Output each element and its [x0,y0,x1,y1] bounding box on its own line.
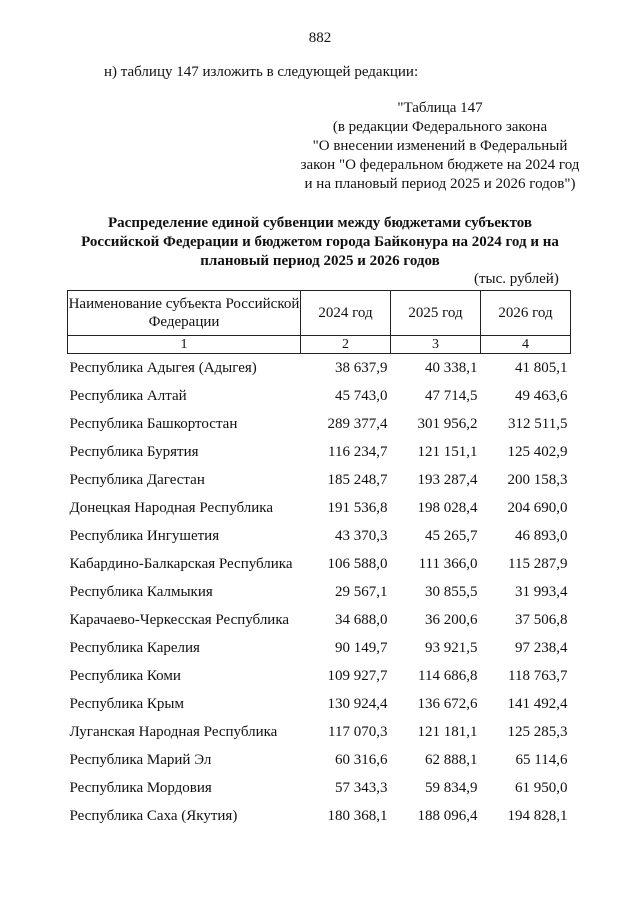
page-number: 882 [308,30,332,46]
value-cell: 49 463,6 [515,387,568,404]
value-cell: 37 506,8 [515,611,568,628]
value-cell: 198 028,4 [417,499,478,516]
table-row [68,522,571,550]
value-cell: 118 763,7 [508,667,568,684]
value-cell: 36 200,6 [425,611,478,628]
value-cell: 90 149,7 [335,639,388,656]
value-cell: 45 265,7 [425,527,478,544]
subject-name-cell: Республика Карелия [69,639,200,656]
subject-name-cell: Республика Адыгея (Адыгея) [69,359,257,376]
value-cell: 191 536,8 [327,499,388,516]
table-row [68,690,571,718]
value-cell: 185 248,7 [327,471,388,488]
table-heading [40,214,600,271]
value-cell: 111 366,0 [418,555,478,572]
table-row [68,578,571,606]
value-cell: 115 287,9 [508,555,568,572]
table-reference-line: и на плановый период 2025 и 2026 годов") [304,176,576,192]
value-cell: 117 070,3 [328,723,388,740]
subject-name-cell: Донецкая Народная Республика [69,499,273,516]
value-cell: 57 343,3 [335,779,388,796]
value-cell: 188 096,4 [417,807,478,824]
column-number-row [68,336,571,354]
table-row [68,774,571,802]
value-cell: 43 370,3 [335,527,388,544]
table-row [68,606,571,634]
value-cell: 121 151,1 [417,443,478,460]
table-row [68,354,571,383]
value-cell: 40 338,1 [425,359,478,376]
value-cell: 200 158,3 [507,471,568,488]
table-heading-line: плановый период 2025 и 2026 годов [200,253,440,269]
value-cell: 97 238,4 [515,639,568,656]
value-cell: 41 805,1 [515,359,568,376]
value-cell: 289 377,4 [327,415,388,432]
header-year-2024: 2024 год [301,291,391,336]
value-cell: 45 743,0 [335,387,388,404]
value-cell: 61 950,0 [515,779,568,796]
table-reference-line: закон "О федеральном бюджете на 2024 год [300,157,580,173]
value-cell: 121 181,1 [417,723,478,740]
table-row [68,410,571,438]
table-row [68,802,571,830]
subject-name-cell: Карачаево-Черкесская Республика [69,611,290,628]
subject-name-cell: Республика Калмыкия [69,583,213,600]
value-cell: 193 287,4 [417,471,478,488]
value-cell: 312 511,5 [508,415,568,432]
table-row [68,494,571,522]
subject-name-cell: Республика Крым [69,695,184,712]
value-cell: 180 368,1 [327,807,388,824]
subject-name-cell: Республика Ингушетия [69,527,220,544]
intro-text: н) таблицу 147 изложить в следующей редакции: [104,64,419,80]
value-cell: 38 637,9 [335,359,388,376]
subject-name-cell: Республика Мордовия [69,779,212,796]
table-reference [250,99,630,194]
table-row [68,718,571,746]
value-cell: 46 893,0 [515,527,568,544]
value-cell: 116 234,7 [328,443,388,460]
table-header [68,291,571,354]
table-row [68,550,571,578]
header-subject-name: Наименование субъекта Российской Федерации [68,291,301,336]
value-cell: 125 285,3 [507,723,568,740]
column-number: 3 [391,336,481,354]
subject-name-cell: Республика Бурятия [69,443,199,460]
header-year-2025: 2025 год [391,291,481,336]
value-cell: 62 888,1 [425,751,478,768]
table-body [68,354,571,831]
value-cell: 114 686,8 [418,667,478,684]
subject-name-cell: Республика Алтай [69,387,187,404]
table-heading-line: Российской Федерации и бюджетом города Байконура на 2024 год и на [81,234,559,250]
column-number: 4 [481,336,571,354]
value-cell: 106 588,0 [327,555,388,572]
value-cell: 141 492,4 [507,695,568,712]
value-cell: 93 921,5 [425,639,478,656]
value-cell: 29 567,1 [335,583,388,600]
value-cell: 31 993,4 [515,583,568,600]
value-cell: 130 924,4 [327,695,388,712]
table-reference-line: "Таблица 147 [397,100,483,116]
table-reference-line: (в редакции Федерального закона [332,119,548,135]
value-cell: 301 956,2 [417,415,478,432]
column-number: 1 [68,336,301,354]
value-cell: 59 834,9 [425,779,478,796]
subject-name-cell: Республика Башкортостан [69,415,238,432]
value-cell: 30 855,5 [425,583,478,600]
table-row [68,382,571,410]
value-cell: 65 114,6 [515,751,568,768]
header-year-2026: 2026 год [481,291,571,336]
table-reference-line: "О внесении изменений в Федеральный [312,138,568,154]
value-cell: 109 927,7 [327,667,388,684]
table-row [68,746,571,774]
table-row [68,662,571,690]
table-row [68,634,571,662]
table-row [68,466,571,494]
value-cell: 194 828,1 [507,807,568,824]
value-cell: 34 688,0 [335,611,388,628]
subject-name-cell: Республика Марий Эл [69,751,212,768]
value-cell: 204 690,0 [507,499,568,516]
units-label: (тыс. рублей) [474,271,559,287]
table-row [68,438,571,466]
subject-name-cell: Республика Дагестан [69,471,205,488]
subject-name-cell: Луганская Народная Республика [69,723,278,740]
subvention-table [67,290,571,830]
subject-name-cell: Республика Коми [69,667,181,684]
value-cell: 125 402,9 [507,443,568,460]
value-cell: 60 316,6 [335,751,388,768]
value-cell: 136 672,6 [417,695,478,712]
header-row [68,291,571,336]
subject-name-cell: Республика Саха (Якутия) [69,807,238,824]
column-number: 2 [301,336,391,354]
value-cell: 47 714,5 [425,387,478,404]
subject-name-cell: Кабардино-Балкарская Республика [69,555,293,572]
table-heading-line: Распределение единой субвенции между бюджетами субъектов [108,215,532,231]
